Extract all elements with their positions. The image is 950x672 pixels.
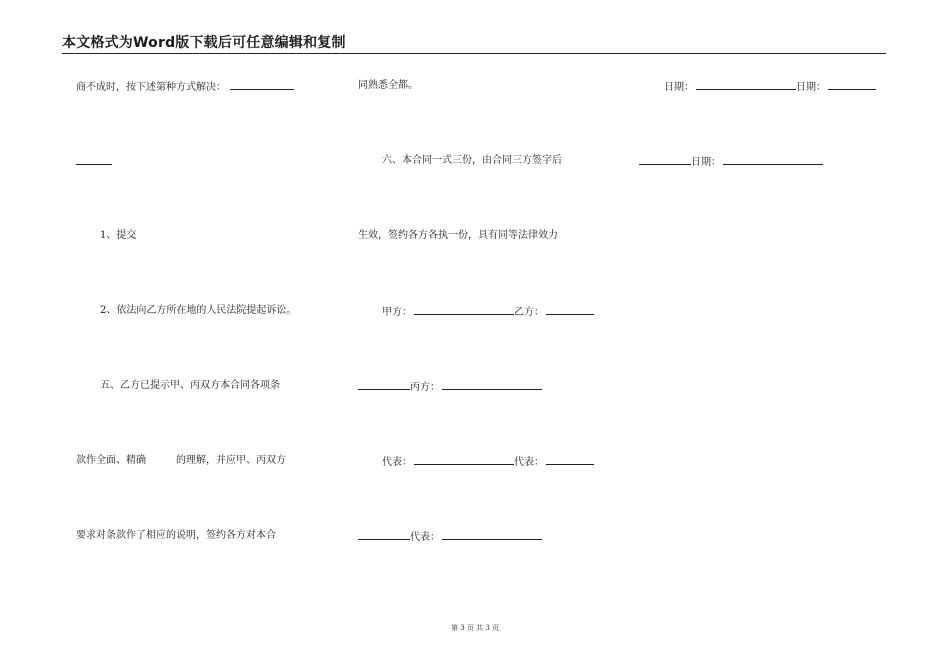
middle-line-2: 六、本合同一式三份，由合同三方签字后 bbox=[382, 155, 562, 166]
date-2-continuation-blank bbox=[639, 155, 691, 165]
rep-3-label: 代表： bbox=[410, 532, 440, 543]
party-c-label: 丙方： bbox=[410, 382, 440, 393]
dispute-resolution-text: 商不成时，按下述第种方式解决： bbox=[76, 82, 226, 93]
party-a-label: 甲方： bbox=[382, 307, 412, 318]
left-line-7: 要求对条款作了相应的说明，签约各方对本合 bbox=[76, 530, 276, 541]
left-line-4: 2、依法向乙方所在地的人民法院提起诉讼。 bbox=[100, 305, 297, 316]
rep-3-line bbox=[358, 530, 542, 544]
continuation-blank bbox=[76, 155, 112, 165]
page-footer: 第 3 页 共 3 页 bbox=[450, 624, 500, 632]
date-3-label: 日期： bbox=[691, 157, 721, 168]
rep-2-continuation-blank bbox=[358, 530, 410, 540]
resolution-method-blank bbox=[230, 80, 294, 90]
representatives-line bbox=[382, 455, 594, 469]
date-2-blank bbox=[828, 80, 876, 90]
left-line-5: 五、乙方已提示甲、丙双方本合同各项条 bbox=[100, 380, 280, 391]
date-1-blank bbox=[696, 80, 796, 90]
date-2-label: 日期： bbox=[796, 82, 826, 93]
party-a-b-line bbox=[382, 305, 594, 319]
left-line-2 bbox=[76, 155, 112, 169]
document-header-title: 本文格式为Word版下载后可任意编辑和复制 bbox=[62, 35, 346, 51]
party-b-continuation-blank bbox=[358, 380, 410, 390]
party-c-blank bbox=[442, 380, 542, 390]
left-line-3: 1、提交 bbox=[100, 230, 137, 241]
header-divider bbox=[62, 53, 886, 54]
left-line-1 bbox=[76, 80, 294, 94]
party-a-blank bbox=[414, 305, 514, 315]
date-line-1 bbox=[664, 80, 876, 94]
rep-1-blank bbox=[414, 455, 514, 465]
left-line-6 bbox=[76, 455, 286, 467]
rep-2-label: 代表： bbox=[514, 457, 544, 468]
middle-line-1: 同熟悉全都。 bbox=[358, 80, 418, 91]
middle-line-3: 生效，签约各方各执一份，具有同等法律效力 bbox=[358, 230, 558, 241]
date-1-label: 日期： bbox=[664, 82, 694, 93]
rep-1-label: 代表： bbox=[382, 457, 412, 468]
rep-3-blank bbox=[442, 530, 542, 540]
party-c-line bbox=[358, 380, 542, 394]
date-3-blank bbox=[723, 155, 823, 165]
party-b-label: 乙方： bbox=[514, 307, 544, 318]
clause-text-a: 款作全面、精确 bbox=[76, 455, 146, 466]
party-b-blank bbox=[546, 305, 594, 315]
clause-text-b: 的理解，并应甲、丙双方 bbox=[176, 455, 286, 466]
date-line-2 bbox=[639, 155, 823, 169]
rep-2-blank bbox=[546, 455, 594, 465]
